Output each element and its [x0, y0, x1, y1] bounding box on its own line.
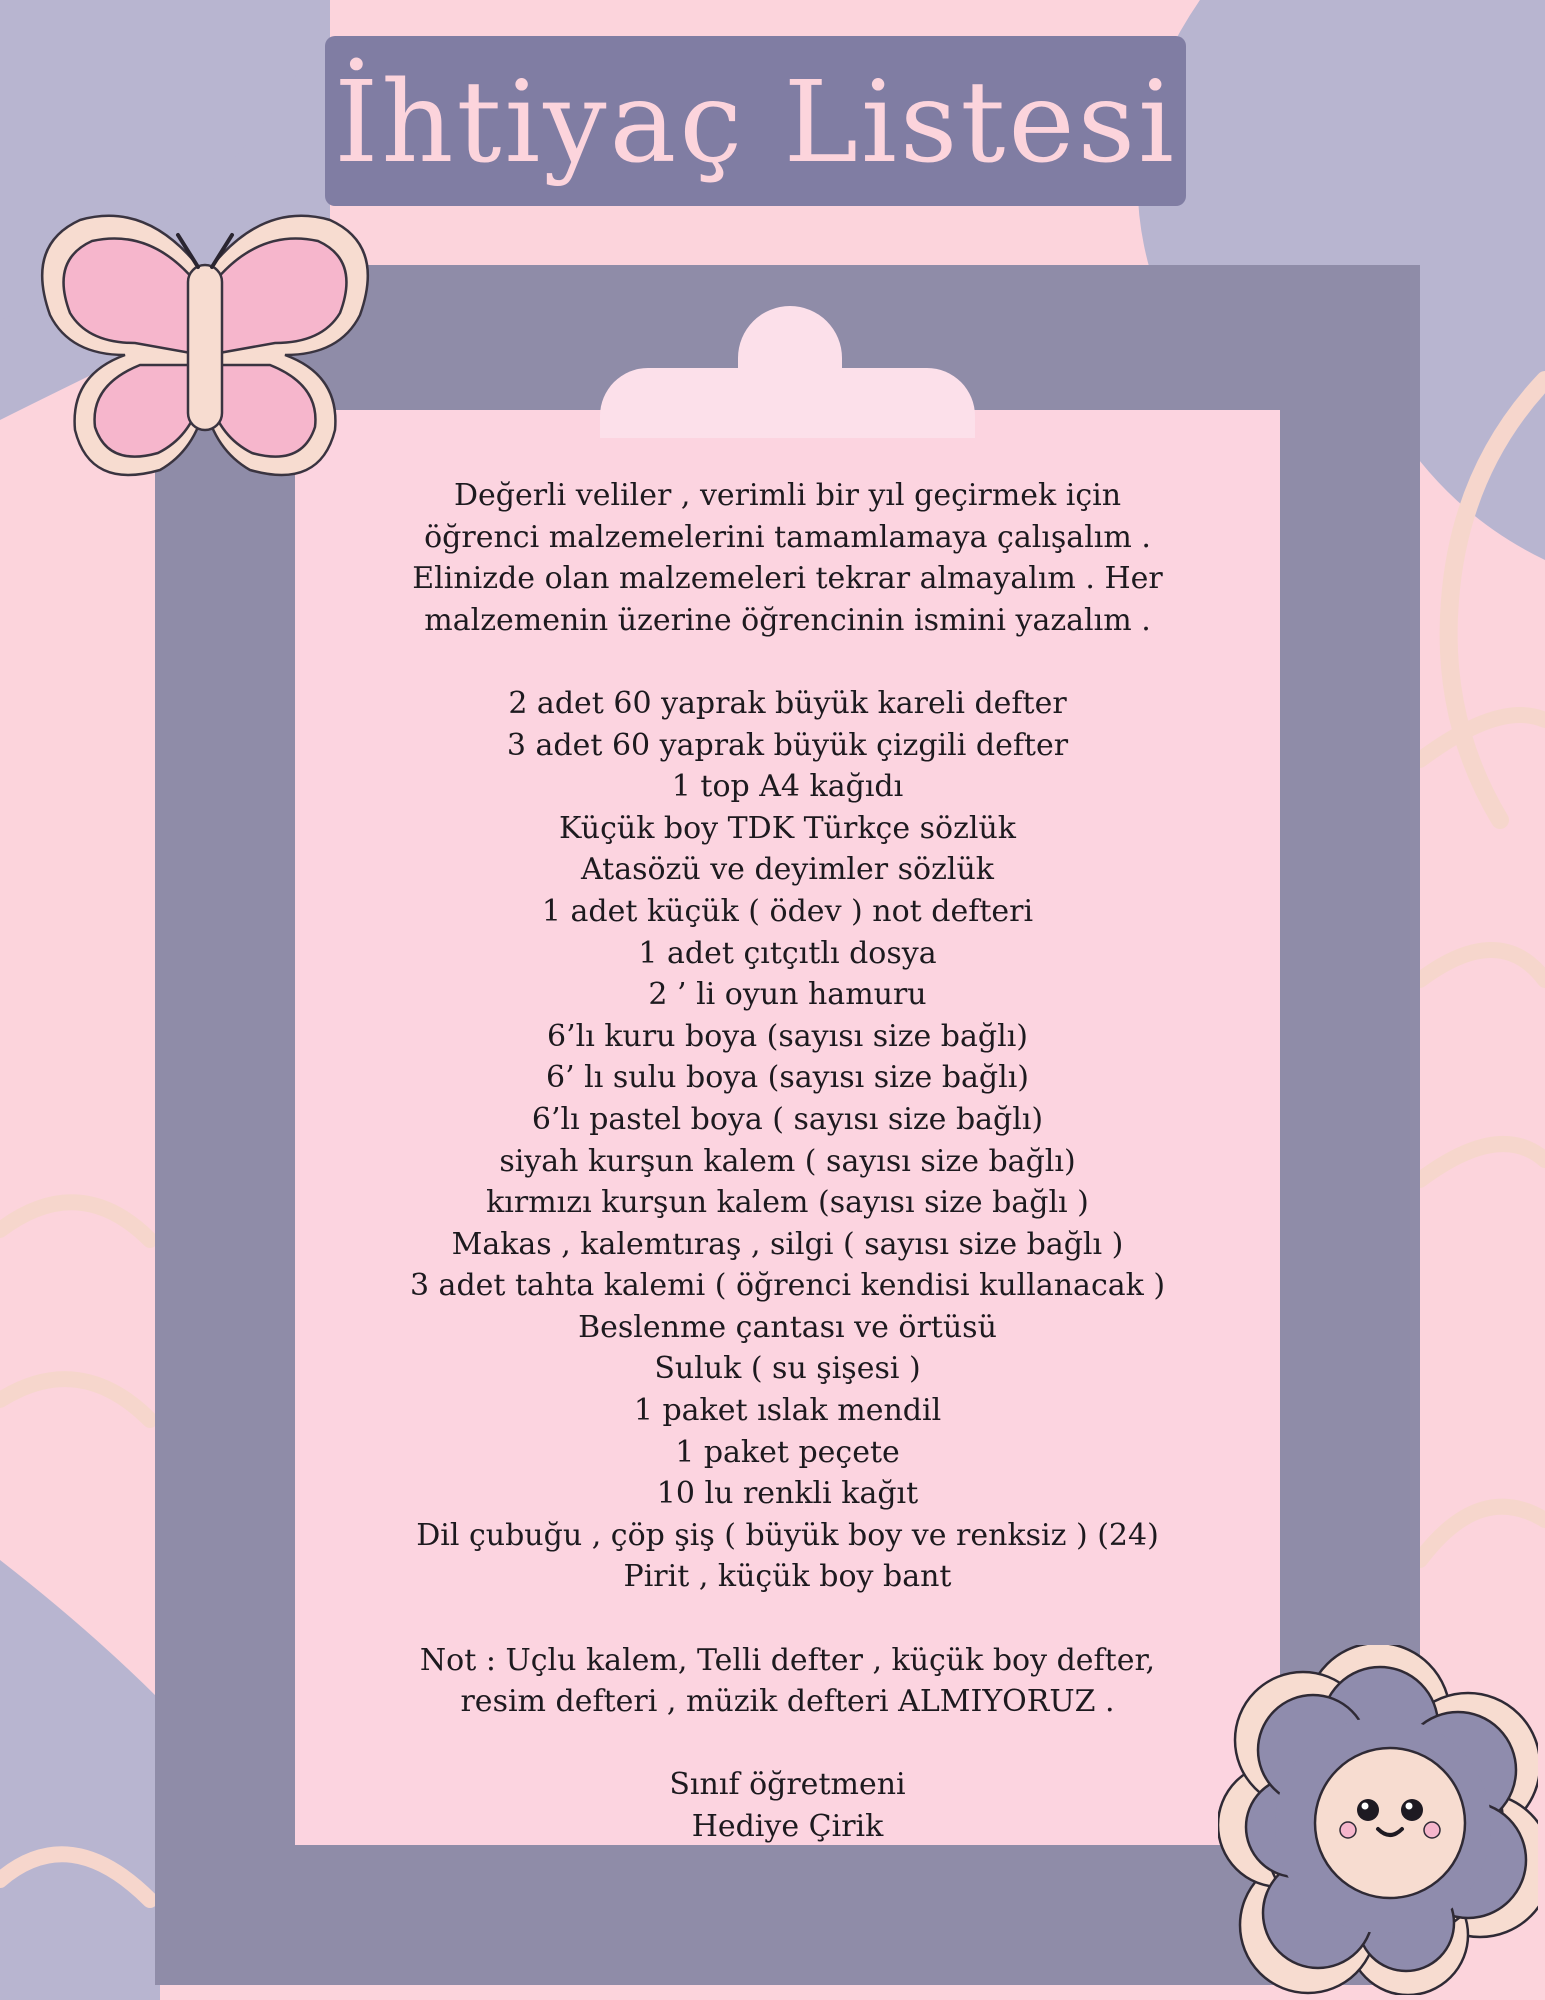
note-paragraph	[300, 1640, 1275, 1723]
smiling-flower-icon	[1218, 1645, 1538, 1995]
supply-item: Pirit , küçük boy bant	[623, 1559, 952, 1595]
supply-item: 6’lı pastel boya ( sayısı size bağlı)	[531, 1101, 1044, 1137]
supply-item: 6’ lı sulu boya (sayısı size bağlı)	[545, 1060, 1030, 1096]
butterfly-icon	[30, 205, 380, 490]
note-line: resim defteri , müzik defteri ALMIYORUZ .	[460, 1684, 1115, 1720]
intro-line: Değerli veliler , verimli bir yıl geçirmek için	[453, 478, 1122, 513]
supply-item: 1 adet çıtçıtlı dosya	[638, 935, 937, 971]
supply-item: 2 adet 60 yaprak büyük kareli defter	[508, 685, 1067, 721]
supply-item: 3 adet 60 yaprak büyük çizgili defter	[506, 727, 1069, 763]
clipboard-clip	[600, 368, 975, 438]
page-title: İhtiyaç Listesi	[334, 58, 1177, 188]
signature-role: Sınıf öğretmeni	[669, 1767, 906, 1803]
supply-item: 6’lı kuru boya (sayısı size bağlı)	[546, 1018, 1028, 1054]
supply-item: siyah kurşun kalem ( sayısı size bağlı)	[499, 1143, 1076, 1179]
supply-item: 1 top A4 kağıdı	[671, 769, 904, 805]
supply-item: 1 adet küçük ( ödev ) not defteri	[541, 893, 1034, 929]
signature-name: Hediye Çirik	[691, 1809, 884, 1844]
supply-item: kırmızı kurşun kalem (sayısı size bağlı )	[486, 1185, 1089, 1221]
list-content	[300, 475, 1275, 1848]
supply-item: 1 paket peçete	[675, 1434, 900, 1470]
supply-item: Küçük boy TDK Türkçe sözlük	[559, 810, 1016, 846]
supply-list	[300, 683, 1275, 1598]
supply-item: Atasözü ve deyimler sözlük	[581, 852, 994, 888]
supply-item: 3 adet tahta kalemi ( öğrenci kendisi kullanacak )	[409, 1268, 1166, 1304]
intro-line: öğrenci malzemelerini tamamlamaya çalışalım .	[424, 519, 1151, 555]
title-banner	[325, 36, 1186, 206]
supply-item: Suluk ( su şişesi )	[654, 1351, 921, 1387]
supply-item: Beslenme çantası ve örtüsü	[578, 1309, 997, 1345]
supply-item: Makas , kalemtıraş , silgi ( sayısı size bağlı )	[451, 1226, 1124, 1262]
intro-paragraph	[300, 475, 1275, 641]
intro-line: Elinizde olan malzemeleri tekrar almayalım . Her	[412, 561, 1163, 597]
note-line: Not : Uçlu kalem, Telli defter , küçük boy defter,	[419, 1642, 1156, 1678]
intro-line: malzemenin üzerine öğrencinin ismini yazalım .	[424, 602, 1151, 638]
supply-item: 2 ’ li oyun hamuru	[648, 977, 927, 1013]
supply-item: 1 paket ıslak mendil	[633, 1393, 942, 1429]
supply-item: Dil çubuğu , çöp şiş ( büyük boy ve renksiz ) (24)	[416, 1517, 1159, 1553]
supply-item: 10 lu renkli kağıt	[656, 1476, 919, 1512]
signature-block	[300, 1764, 1275, 1847]
